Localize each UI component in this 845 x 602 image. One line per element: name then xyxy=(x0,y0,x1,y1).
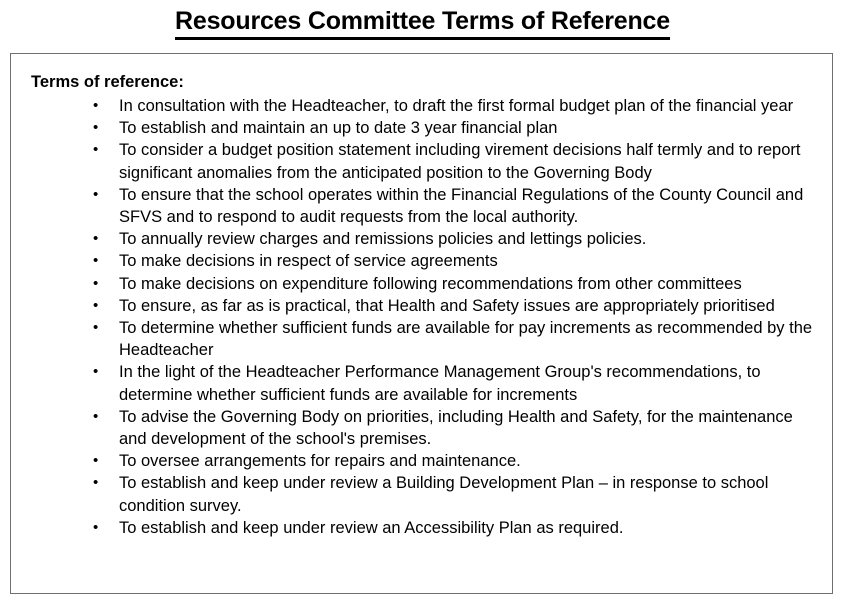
bullet-icon: • xyxy=(93,518,99,536)
list-item-text: To make decisions in respect of service agreements xyxy=(119,252,498,271)
list-item xyxy=(21,250,822,272)
bullet-icon: • xyxy=(93,97,99,114)
bullet-icon: • xyxy=(93,185,99,203)
bullet-icon: • xyxy=(93,452,99,470)
terms-of-reference-list xyxy=(21,95,822,539)
bullet-icon: • xyxy=(93,141,99,159)
list-item xyxy=(21,517,822,539)
page-title xyxy=(0,6,845,40)
list-item-text: To annually review charges and remissions policies and lettings policies. xyxy=(119,230,647,249)
bullet-icon: • xyxy=(93,474,99,492)
list-item xyxy=(21,139,822,183)
terms-of-reference-content xyxy=(11,54,832,539)
list-item-text: In the light of the Headteacher Performance Management Group's recommendations, to determine whether sufficient funds are available for increments xyxy=(119,363,761,404)
list-item-text: To advise the Governing Body on priorities, including Health and Safety, for the maintenance and development of the school's premises. xyxy=(119,407,793,449)
list-item xyxy=(21,295,822,317)
list-item xyxy=(21,472,822,516)
list-item xyxy=(21,450,822,472)
bullet-icon: • xyxy=(93,296,99,314)
list-item-text: To establish and maintain an up to date 3 year financial plan xyxy=(119,119,558,138)
list-item xyxy=(21,317,822,361)
list-item-text: In consultation with the Headteacher, to draft the first formal budget plan of the financial year xyxy=(119,97,794,115)
bullet-icon: • xyxy=(93,119,99,137)
list-item xyxy=(21,117,822,139)
list-item xyxy=(21,184,822,228)
section-heading: Terms of reference: xyxy=(31,73,184,91)
terms-of-reference-box xyxy=(10,53,833,594)
page-title-text: Resources Committee Terms of Reference xyxy=(175,6,670,40)
bullet-icon: • xyxy=(93,407,99,425)
list-item-text: To ensure, as far as is practical, that Health and Safety issues are appropriately prioritised xyxy=(119,296,775,315)
list-item xyxy=(21,406,822,450)
bullet-icon: • xyxy=(93,363,99,381)
list-item-text: To oversee arrangements for repairs and maintenance. xyxy=(119,452,521,471)
list-item xyxy=(21,273,822,295)
list-item-text: To make decisions on expenditure following recommendations from other committees xyxy=(119,274,742,293)
bullet-icon: • xyxy=(93,274,99,292)
list-item-text: To establish and keep under review an Accessibility Plan as required. xyxy=(119,518,624,537)
bullet-icon: • xyxy=(93,252,99,270)
list-item-text: To establish and keep under review a Building Development Plan – in response to school condition survey. xyxy=(119,474,769,515)
list-item-text: To consider a budget position statement including virement decisions half termly and to report significant anomalies from the anticipated position to the Governing Body xyxy=(119,141,801,182)
list-item-text: To ensure that the school operates within the Financial Regulations of the County Council and SFVS and to respond to audit requests from the local authority. xyxy=(119,185,804,227)
list-item-text: To determine whether sufficient funds are available for pay increments as recommended by the Headteacher xyxy=(119,319,813,360)
list-item xyxy=(21,228,822,250)
bullet-icon: • xyxy=(93,230,99,248)
bullet-icon: • xyxy=(93,319,99,337)
list-item xyxy=(21,95,822,117)
list-item xyxy=(21,361,822,405)
